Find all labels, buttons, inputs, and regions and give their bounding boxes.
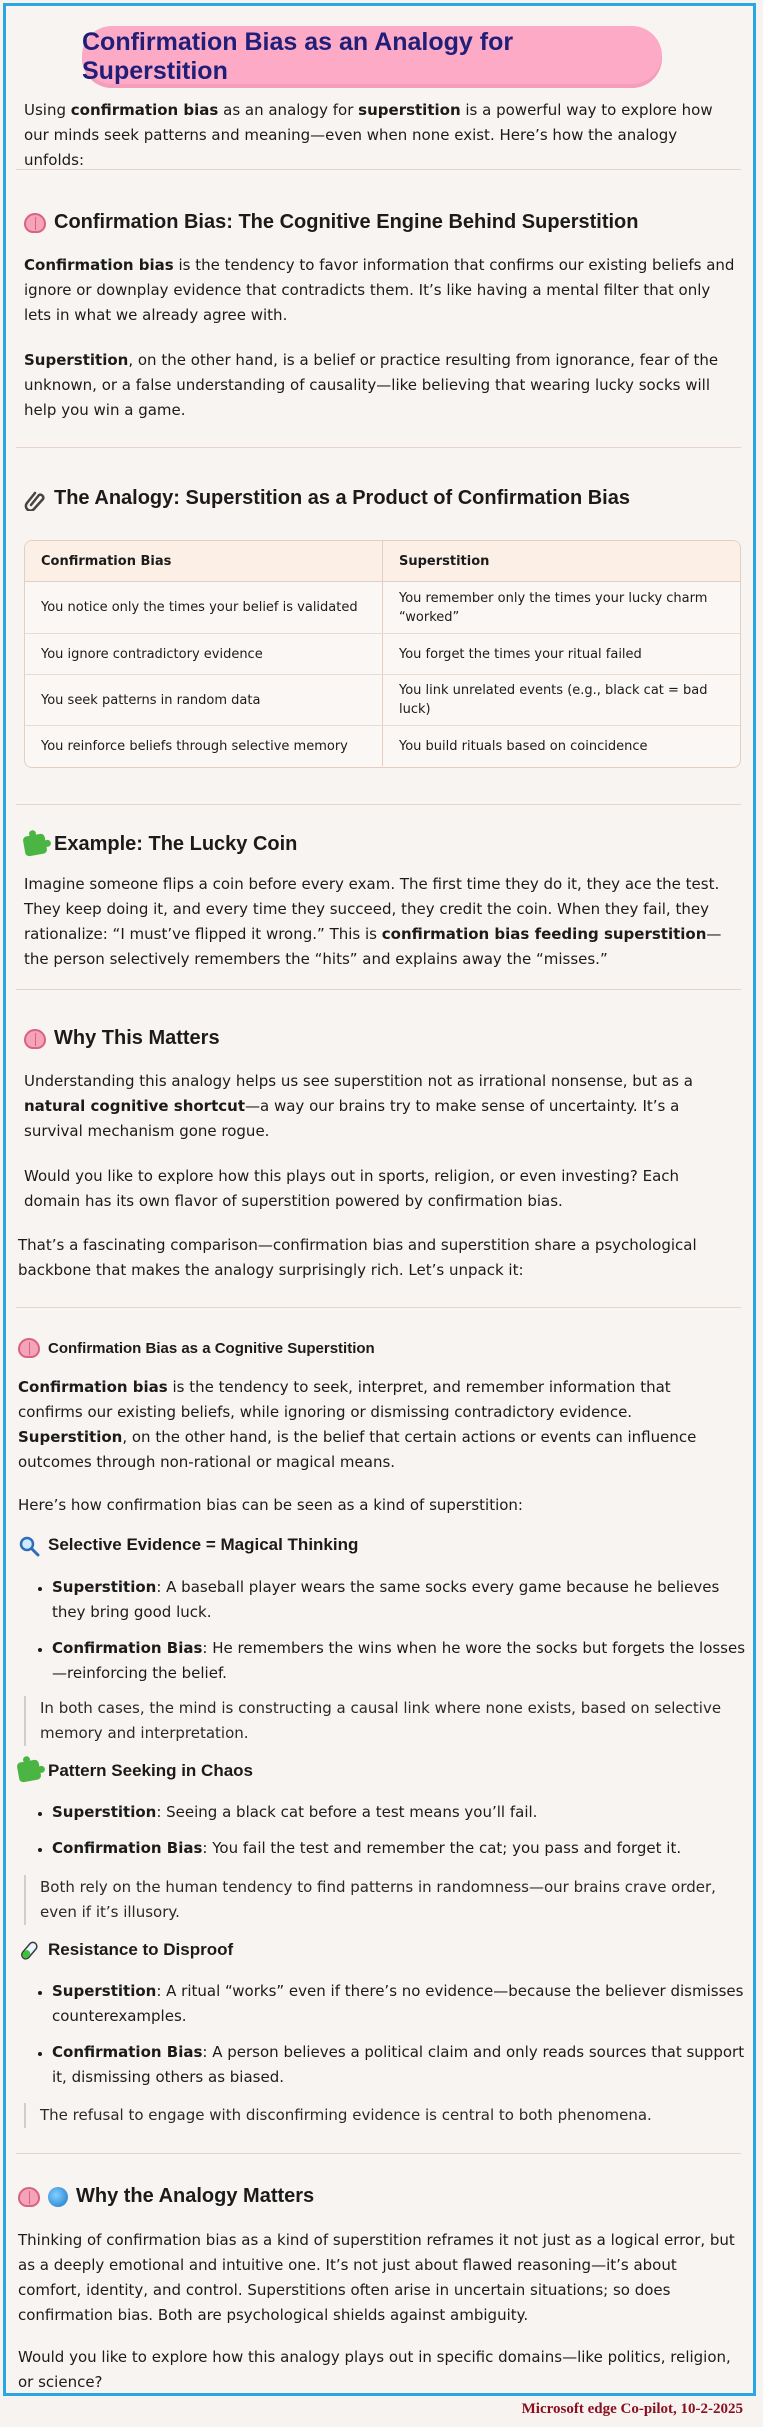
table-row bbox=[25, 582, 740, 634]
paperclip-icon bbox=[24, 489, 46, 509]
test-tube-icon bbox=[18, 1940, 40, 1960]
table-cell: You ignore contradictory evidence bbox=[25, 634, 383, 675]
list-item: • Superstition: A ritual “works” even if there’s no evidence—because the believer dismisses counterexamples. bbox=[52, 1979, 752, 2029]
intro-paragraph: Using confirmation bias as an analogy for superstition is a powerful way to explore how our minds seek patterns and meaning—even when none exist. Here’s how the analogy unfolds: bbox=[24, 101, 713, 169]
brain-icon bbox=[24, 1029, 46, 1049]
paragraph-confirmation-bias-definition: Confirmation bias is the tendency to favor information that confirms our existing beliefs and ignore or downplay evidence that contradicts them. It’s like having a mental filter that only lets in what we already agree with. bbox=[24, 256, 735, 324]
divider bbox=[16, 2153, 741, 2154]
paragraph-lucky-coin: Imagine someone flips a coin before every exam. The first time they do it, they ace the test. They keep doing it, and every time they succeed, they credit the coin. When they fail, they rationalize: “I must’ve flipped it wrong.” This is confirmation bias feeding superstition—the person selectively remembers the “hits” and explains away the “misses.” bbox=[24, 875, 722, 968]
bullet-list-resistance bbox=[30, 1979, 752, 2101]
table-cell: You reinforce beliefs through selective memory bbox=[41, 738, 348, 754]
blockquote-selective-evidence: In both cases, the mind is constructing a causal link where none exists, based on selective memory and interpretation. bbox=[24, 1696, 740, 1746]
section-heading-cognitive-superstition: Confirmation Bias as a Cognitive Superstition bbox=[18, 1338, 375, 1358]
subheading-pattern-seeking: Pattern Seeking in Chaos bbox=[18, 1761, 253, 1781]
subheading-selective-evidence: Selective Evidence = Magical Thinking bbox=[18, 1535, 358, 1555]
section-heading-analogy: The Analogy: Superstition as a Product of Confirmation Bias bbox=[24, 487, 630, 510]
magnifying-glass-icon bbox=[18, 1535, 40, 1555]
paragraph-closing-question: Would you like to explore how this analogy plays out in specific domains—like politics, religion, or science? bbox=[18, 2348, 731, 2391]
footer-credit: Microsoft edge Co-pilot, 10-2-2025 bbox=[521, 2401, 743, 2417]
divider bbox=[16, 169, 741, 170]
section-heading-why-this-matters: Why This Matters bbox=[24, 1027, 220, 1050]
table-header: Confirmation Bias bbox=[25, 541, 383, 582]
list-item: • Superstition: Seeing a black cat before a test means you’ll fail. bbox=[52, 1800, 752, 1825]
brain-icon bbox=[24, 213, 46, 233]
section-heading-cognitive-engine: Confirmation Bias: The Cognitive Engine Behind Superstition bbox=[24, 211, 638, 234]
table-cell: You notice only the times your belief is validated bbox=[25, 582, 383, 634]
list-item: • Superstition: A baseball player wears the same socks every game because he believes they bring good luck. bbox=[52, 1575, 752, 1625]
divider bbox=[16, 447, 741, 448]
puzzle-piece-icon bbox=[16, 1759, 41, 1783]
list-item: • Confirmation Bias: He remembers the wins when he wore the socks but forgets the losses—reinforcing the belief. bbox=[52, 1636, 752, 1686]
analogy-table bbox=[24, 540, 741, 768]
title-banner bbox=[82, 26, 662, 88]
paragraph-superstition-definition: Superstition, on the other hand, is a belief or practice resulting from ignorance, fear of the unknown, or a false understanding of causality—like believing that wearing lucky socks will help you win a game. bbox=[24, 351, 719, 419]
table-cell: You remember only the times your lucky charm “worked” bbox=[383, 582, 741, 634]
globe-icon bbox=[48, 2187, 68, 2207]
blockquote-pattern-seeking: Both rely on the human tendency to find patterns in randomness—our brains crave order, even if it’s illusory. bbox=[24, 1875, 740, 1925]
table-header: Superstition bbox=[383, 541, 741, 582]
brain-icon bbox=[18, 1338, 40, 1358]
paragraph-why-analogy-matters: Thinking of confirmation bias as a kind of superstition reframes it not just as a logical error, but as a deeply emotional and intuitive one. It’s not just about flawed reasoning—it’s about comfort, identity, and control. Superstitions often arise in uncertain situations; so does confirmation bias. Both are psychological shields against ambiguity. bbox=[18, 2231, 735, 2324]
page-title: Confirmation Bias as an Analogy for Superstition bbox=[82, 28, 514, 85]
table-cell: You build rituals based on coincidence bbox=[383, 726, 741, 767]
table-row bbox=[25, 726, 740, 767]
paragraph-follow-up-question: Would you like to explore how this plays out in sports, religion, or even investing? Each domain has its own flavor of superstition powered by confirmation bias. bbox=[24, 1167, 680, 1210]
table-cell: You link unrelated events (e.g., black cat = bad luck) bbox=[383, 675, 741, 726]
section-heading-lucky-coin: Example: The Lucky Coin bbox=[24, 833, 297, 856]
puzzle-piece-icon bbox=[22, 833, 47, 857]
divider bbox=[16, 989, 741, 990]
paragraph-why-this-matters: Understanding this analogy helps us see superstition not as irrational nonsense, but as a natural cognitive shortcut—a way our brains try to make sense of uncertainty. It’s a survival mechanism gone rogue. bbox=[24, 1072, 693, 1140]
table-header-row bbox=[25, 541, 740, 582]
table-row bbox=[25, 634, 740, 675]
table-cell: You forget the times your ritual failed bbox=[383, 634, 741, 675]
section-heading-why-analogy-matters: Why the Analogy Matters bbox=[18, 2185, 314, 2208]
transition-paragraph: That’s a fascinating comparison—confirmation bias and superstition share a psychological backbone that makes the analogy surprisingly rich. Let’s unpack it: bbox=[18, 1236, 697, 1279]
brain-icon bbox=[18, 2187, 40, 2207]
page-frame bbox=[3, 3, 756, 2396]
table-row bbox=[25, 675, 740, 726]
bullet-list-selective-evidence bbox=[30, 1575, 752, 1697]
bullet-list-pattern-seeking bbox=[30, 1800, 752, 1872]
list-item: • Confirmation Bias: A person believes a political claim and only reads sources that support it, dismissing others as biased. bbox=[52, 2040, 752, 2090]
table-cell: You seek patterns in random data bbox=[25, 675, 383, 726]
divider bbox=[16, 804, 741, 805]
blockquote-resistance: The refusal to engage with disconfirming evidence is central to both phenomena. bbox=[24, 2103, 740, 2128]
list-item: • Confirmation Bias: You fail the test and remember the cat; you pass and forget it. bbox=[52, 1836, 752, 1861]
paragraph-intro-list: Here’s how confirmation bias can be seen as a kind of superstition: bbox=[18, 1496, 523, 1514]
subheading-resistance-to-disproof: Resistance to Disproof bbox=[18, 1940, 233, 1960]
paragraph-cognitive-superstition: Confirmation bias is the tendency to seek, interpret, and remember information that confirms our existing beliefs, while ignoring or dismissing contradictory evidence. Superstition, on the other hand, is the belief that certain actions or events can influence outcomes through non-rational or magical means. bbox=[18, 1378, 697, 1471]
divider bbox=[16, 1307, 741, 1308]
